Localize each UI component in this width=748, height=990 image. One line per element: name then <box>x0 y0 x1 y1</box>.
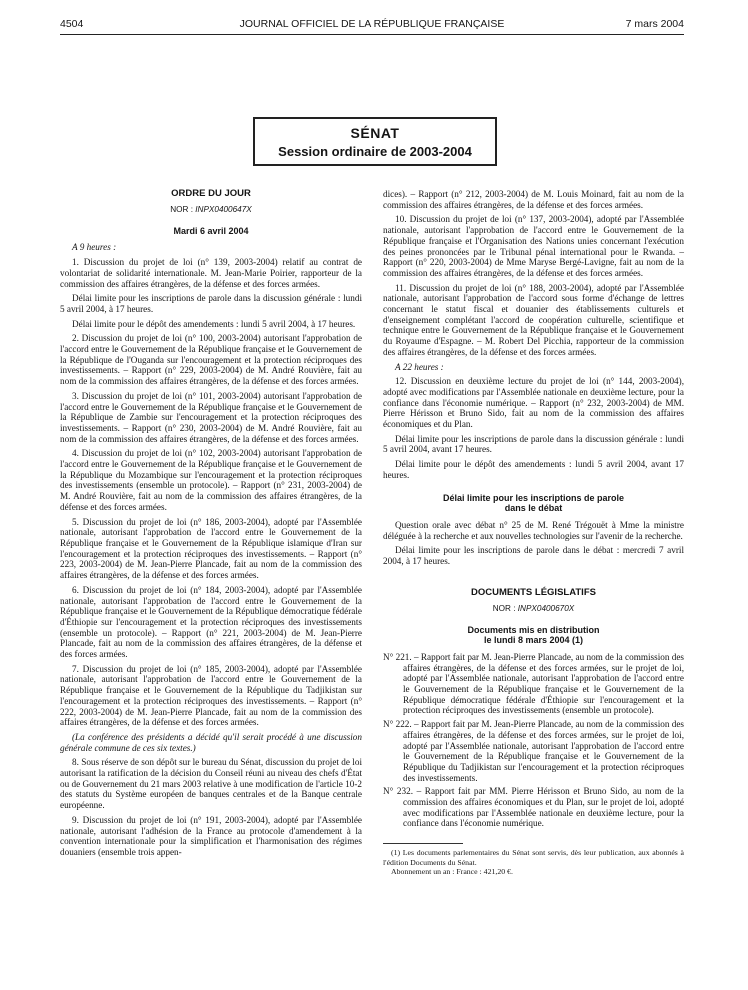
left-column <box>60 188 362 862</box>
agenda-item: 12. Discussion en deuxième lecture du projet de loi (n° 144, 2003-2004), adopté avec modifications par l'Assemblée nationale en deuxième lecture, pour la confiance dans l'économie numérique. – Rapport (n° 232, 2003-2004) de MM. Pierre Hérisson et Bruno Sido, fait au nom de la commission des affaires économiques et du Plan. <box>383 376 684 430</box>
header-rule <box>60 34 684 35</box>
ordre-du-jour-heading: ORDRE DU JOUR <box>171 188 251 199</box>
delai-heading-line1: Délai limite pour les inscriptions de parole <box>442 492 625 503</box>
nor-label: NOR : <box>170 205 193 214</box>
documents-heading: DOCUMENTS LÉGISLATIFS <box>471 586 596 598</box>
agenda-item: 3. Discussion du projet de loi (n° 101, 2003-2004) autorisant l'approbation de l'accord entre le Gouvernement de la République française et le Gouvernement de la République de Zambie sur l'encouragement et la protection réciproques des investissements. – Rapport (n° 230, 2003-2004) de M. André Rouvière, fait au nom de la commission des affaires étrangères, de la défense et des forces armées. <box>60 390 362 444</box>
distribution-heading-line1: Documents mis en distribution <box>467 624 600 635</box>
senate-title: SÉNAT <box>350 125 400 141</box>
session-day: Mardi 6 avril 2004 <box>173 225 249 236</box>
agenda-item: 10. Discussion du projet de loi (n° 137, 2003-2004), adopté par l'Assemblée nationale, autorisant l'approbation de l'accord entre le Gouvernement de la République française et l'Organisation des Nations unies concernant l'exécution des peines prononcées par le Tribunal pénal international pour le Rwanda. – Rapport (n° 220, 2003-2004) de Mme Maryse Bergé-Lavigne, fait au nom de la commission des affaires étrangères, de la défense et des forces armées. <box>383 214 684 278</box>
nor-reference <box>60 205 362 216</box>
footnote: (1) Les documents parlementaires du Sénat sont servis, dès leur publication, aux abonnés à l'édition Documents du Sénat. <box>383 848 684 867</box>
time-22h: A 22 heures : <box>395 361 444 372</box>
agenda-item: Délai limite pour les inscriptions de parole dans la discussion générale : lundi 5 avril 2004, à 17 heures. <box>60 293 362 314</box>
document-item: N° 232. – Rapport fait par MM. Pierre Hérisson et Bruno Sido, au nom de la commission des affaires économiques et du Plan, sur le projet de loi, adopté avec modifications par l'Assemblée nationale en deuxième lecture, pour la confiance dans l'économie numérique. <box>383 786 684 829</box>
agenda-item: 2. Discussion du projet de loi (n° 100, 2003-2004) autorisant l'approbation de l'accord entre le Gouvernement de la République française et le Gouvernement de la République de l'Ouganda sur l'encouragement et la protection réciproques des investissements. – Rapport (n° 229, 2003-2004) de M. André Rouvière, fait au nom de la commission des affaires étrangères, de la défense et des forces armées. <box>60 333 362 387</box>
document-item: N° 222. – Rapport fait par M. Jean-Pierre Plancade, au nom de la commission des affaires étrangères, de la défense et des forces armées, sur le projet de loi, adopté par l'Assemblée nationale, autorisant l'approbation de l'accord entre le Gouvernement de la République française et le Gouvernement de la République du Tadjikistan sur l'encouragement et la protection réciproques des investissements. <box>383 719 684 783</box>
docs-nor-reference <box>383 604 684 615</box>
conference-note: (La conférence des présidents a décidé qu'il serait procédé à une discussion générale commune de ces six textes.) <box>60 731 362 753</box>
agenda-item-continuation: dices). – Rapport (n° 212, 2003-2004) de M. Louis Moinard, fait au nom de la commission des affaires étrangères, de la défense et des forces armées. <box>383 189 684 210</box>
delai-question: Question orale avec débat n° 25 de M. René Trégouët à Mme la ministre déléguée à la recherche et aux nouvelles technologies sur l'avenir de la recherche. <box>383 519 684 541</box>
document-item: N° 221. – Rapport fait par M. Jean-Pierre Plancade, au nom de la commission des affaires étrangères, de la défense et des forces armées, sur le projet de loi, adopté par l'Assemblée nationale, autorisant l'approbation de l'accord entre le Gouvernement de la République française et le Gouvernement de la République démocratique fédérale d'Éthiopie sur l'encouragement et la protection réciproques des investissements (ensemble un protocole). <box>383 651 684 716</box>
agenda-item: 8. Sous réserve de son dépôt sur le bureau du Sénat, discussion du projet de loi autorisant la ratification de la décision du Conseil réuni au niveau des chefs d'État ou de Gouvernement du 21 mars 2003 relative à une modification de l'article 10-2 des statuts du Système européen de banques centrales et de la Banque centrale européenne. <box>60 757 362 811</box>
agenda-item: 7. Discussion du projet de loi (n° 185, 2003-2004), adopté par l'Assemblée nationale, autorisant l'approbation de l'accord entre le Gouvernement de la République française et le Gouvernement de la République du Tadjikistan sur l'encouragement et la protection réciproques des investissements. – Rapport (n° 222, 2003-2004) de M. Jean-Pierre Plancade, fait au nom de la commission des affaires étrangères, de la défense et des forces armées. <box>60 663 362 728</box>
senate-title-box <box>253 117 497 166</box>
agenda-item: 6. Discussion du projet de loi (n° 184, 2003-2004), adopté par l'Assemblée nationale, autorisant l'approbation de l'accord entre le Gouvernement de la République française et le Gouvernement de la République démocratique fédérale d'Éthiopie sur l'encouragement et la protection réciproques des investissements (ensemble un protocole). – Rapport (n° 221, 2003-2004) de M. Jean-Pierre Plancade, fait au nom de la commission des affaires étrangères, de la défense et des forces armées. <box>60 584 362 660</box>
time-9h: A 9 heures : <box>72 242 117 253</box>
agenda-item: Délai limite pour les inscriptions de parole dans la discussion générale : lundi 5 avril 2004, avant 17 heures. <box>383 433 684 455</box>
footnote-rule <box>383 843 463 844</box>
subscription-note: Abonnement un an : France : 421,20 €. <box>391 867 513 877</box>
agenda-item: 11. Discussion du projet de loi (n° 188, 2003-2004), adopté par l'Assemblée nationale, autorisant l'approbation de l'accord sous forme d'échange de lettres concernant le statut fiscal et douanier des établissements culturels et d'enseignement complétant l'accord de coopération culturelle, scientifique et technique entre le Gouvernement de la République française et le Gouvernement du Royaume d'Espagne. – M. Robert Del Picchia, rapporteur de la commission des affaires étrangères, de la défense et des forces armées. <box>383 282 684 357</box>
agenda-item: Délai limite pour le dépôt des amendements : lundi 5 avril 2004, avant 17 heures. <box>383 459 684 480</box>
agenda-item: 9. Discussion du projet de loi (n° 191, 2003-2004), adopté par l'Assemblée nationale, autorisant l'adhésion de la France au protocole d'amendement à la convention internationale pour la simplification et l'harmonisation des régimes douaniers (ensemble trois appen- <box>60 814 362 857</box>
page-header <box>60 18 684 34</box>
right-column <box>383 189 684 877</box>
nor-code: INPX0400647X <box>195 205 252 214</box>
delai-heading <box>383 493 684 514</box>
distribution-heading-line2: le lundi 8 mars 2004 (1) <box>483 635 584 646</box>
issue-date: 7 mars 2004 <box>625 18 684 30</box>
agenda-item: 4. Discussion du projet de loi (n° 102, 2003-2004) autorisant l'approbation de l'accord entre le Gouvernement de la République française et le Gouvernement de la République du Mozambique sur l'encouragement et la protection réciproques des investissements (ensemble un protocole). – Rapport (n° 231, 2003-2004) de M. André Rouvière, fait au nom de la commission des affaires étrangères, de la défense et des forces armées. <box>60 448 362 512</box>
delai-heading-line2: dans le débat <box>504 503 563 514</box>
session-title: Session ordinaire de 2003-2004 <box>278 144 472 159</box>
delai-limit: Délai limite pour les inscriptions de parole dans le débat : mercredi 7 avril 2004, à 17 heures. <box>383 545 684 567</box>
agenda-item: 5. Discussion du projet de loi (n° 186, 2003-2004), adopté par l'Assemblée nationale, autorisant l'approbation de l'accord entre le Gouvernement de la République française et le Gouvernement de la République islamique d'Iran sur l'encouragement et la protection réciproques des investissements. – Rapport (n° 223, 2003-2004) de M. Jean-Pierre Plancade, fait au nom de la commission des affaires étrangères, de la défense et des forces armées. <box>60 516 362 581</box>
docs-nor-code: INPX0400670X <box>517 603 575 613</box>
docs-nor-label: NOR : <box>492 603 516 613</box>
page-number: 4504 <box>60 18 84 30</box>
agenda-item: 1. Discussion du projet de loi (n° 139, 2003-2004) relatif au contrat de volontariat de solidarité internationale. M. Jean-Marie Poirier, rapporteur de la commission des affaires étrangères, de la défense et des forces armées. <box>60 257 362 289</box>
journal-title: JOURNAL OFFICIEL DE LA RÉPUBLIQUE FRANÇAISE <box>239 18 505 30</box>
agenda-item: Délai limite pour le dépôt des amendements : lundi 5 avril 2004, à 17 heures. <box>72 318 356 329</box>
distribution-heading <box>383 625 684 646</box>
